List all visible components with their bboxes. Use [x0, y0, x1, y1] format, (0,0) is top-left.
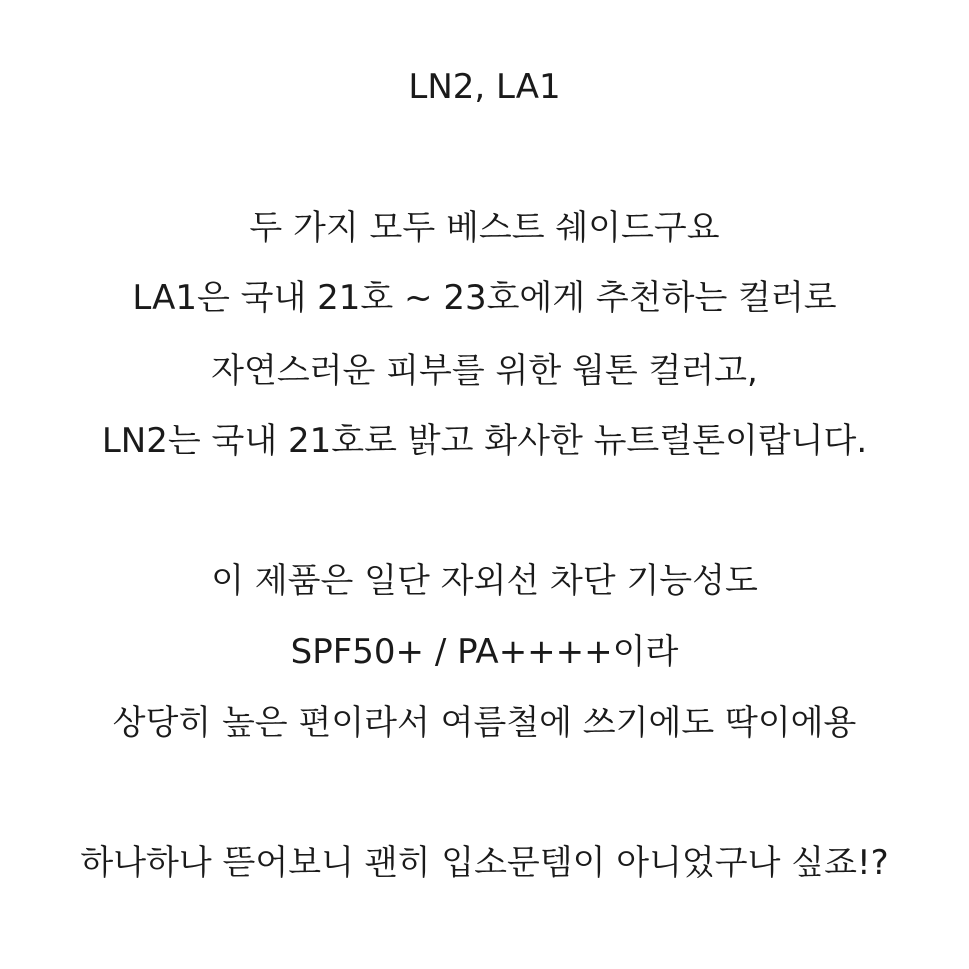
paragraph2-line-2: SPF50+ / PA++++이라 [290, 632, 679, 672]
paragraph1-line-1: 두 가지 모두 베스트 쉐이드구요 [249, 208, 720, 248]
paragraph1-line-2: LA1은 국내 21호 ~ 23호에게 추천하는 컬러로 [132, 278, 837, 318]
paragraph1-line-4: LN2는 국내 21호로 밝고 화사한 뉴트럴톤이랍니다. [101, 421, 868, 461]
heading-line: LN2, LA1 [408, 67, 561, 107]
closing-line: 하나하나 뜯어보니 괜히 입소문템이 아니었구나 싶죠!? [80, 843, 889, 883]
paragraph1-line-3: 자연스러운 피부를 위한 웜톤 컬러고, [211, 351, 758, 391]
paragraph2-line-1: 이 제품은 일단 자외선 차단 기능성도 [211, 561, 758, 601]
paragraph2-line-3: 상당히 높은 편이라서 여름철에 쓰기에도 딱이에용 [112, 703, 857, 743]
